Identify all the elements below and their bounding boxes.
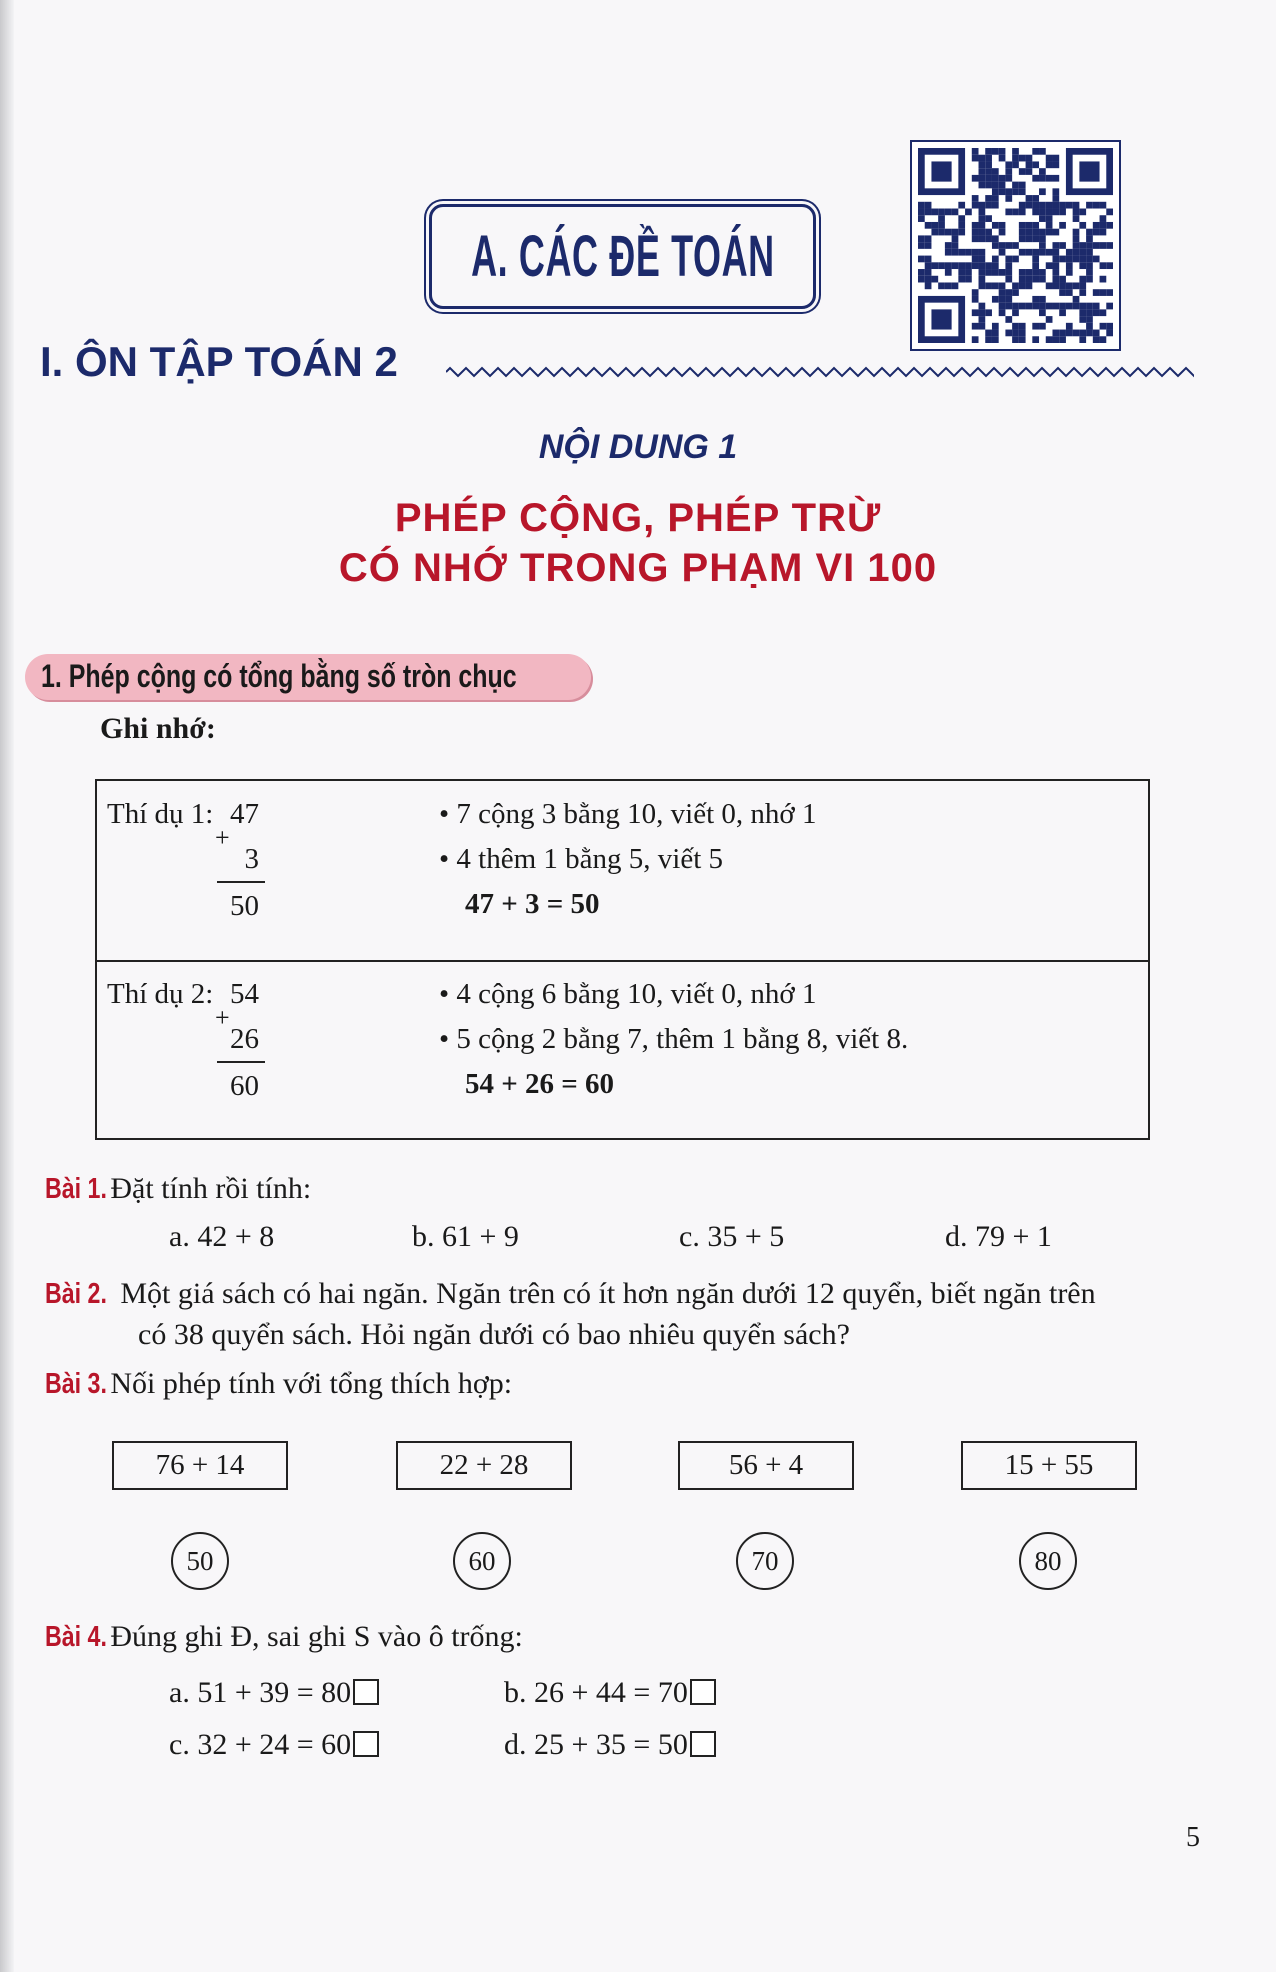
step: • 4 thêm 1 bằng 5, viết 5 — [439, 843, 723, 875]
part-title: A. CÁC ĐỀ TOÁN — [470, 224, 775, 289]
true-false-item — [504, 1676, 716, 1710]
exercise-label: Bài 2. — [45, 1278, 107, 1310]
equation: b. 26 + 44 = 70 — [504, 1676, 688, 1709]
sum-bar — [217, 1061, 265, 1063]
exercise-label: Bài 4. — [45, 1621, 107, 1653]
content-title-line1: PHÉP CỘNG, PHÉP TRỪ — [394, 496, 882, 540]
sum-circle[interactable]: 50 — [171, 1532, 229, 1590]
example-label: Thí dụ 1: — [107, 798, 214, 830]
expression-box[interactable]: 15 + 55 — [961, 1441, 1137, 1490]
addend-b: 3 — [244, 843, 259, 875]
exercise-2 — [45, 1277, 1096, 1311]
part-title-box — [429, 204, 816, 309]
lesson-heading: 1. Phép cộng có tổng bằng số tròn chục — [41, 658, 517, 694]
exercise-text: Đúng ghi Đ, sai ghi S vào ô trống: — [110, 1620, 523, 1653]
result: 47 + 3 = 50 — [465, 888, 600, 920]
example-label: Thí dụ 2: — [107, 978, 214, 1010]
exercise-4 — [45, 1620, 523, 1654]
exercise-label: Bài 3. — [45, 1368, 107, 1400]
qr-code-icon[interactable] — [910, 140, 1121, 351]
equation: a. 51 + 39 = 80 — [169, 1676, 352, 1709]
sum-circle[interactable]: 80 — [1019, 1532, 1077, 1590]
remember-label: Ghi nhớ: — [100, 712, 216, 745]
content-title-line2: CÓ NHỚ TRONG PHẠM VI 100 — [338, 546, 938, 590]
exercise-item: b. 61 + 9 — [412, 1220, 519, 1253]
equation: d. 25 + 35 = 50 — [504, 1728, 688, 1761]
true-false-item — [169, 1728, 379, 1762]
exercise-text: Một giá sách có hai ngăn. Ngăn trên có ít hơn ngăn dưới 12 quyển, biết ngăn trên — [120, 1277, 1096, 1310]
answer-checkbox[interactable] — [690, 1731, 716, 1757]
table-divider — [97, 960, 1148, 962]
sum: 50 — [230, 890, 259, 922]
step: • 7 cộng 3 bằng 10, viết 0, nhớ 1 — [439, 798, 817, 830]
expression-box[interactable]: 56 + 4 — [678, 1441, 854, 1490]
result: 54 + 26 = 60 — [465, 1068, 615, 1100]
examples-table — [95, 779, 1150, 1140]
addend-b: 26 — [230, 1023, 259, 1055]
exercise-item: c. 35 + 5 — [679, 1220, 785, 1253]
plus-sign: + — [215, 823, 230, 852]
expression-box[interactable]: 76 + 14 — [112, 1441, 288, 1490]
sum: 60 — [230, 1070, 259, 1102]
content-label: NỘI DUNG 1 — [538, 428, 738, 466]
answer-checkbox[interactable] — [353, 1679, 379, 1705]
answer-checkbox[interactable] — [353, 1731, 379, 1757]
addend-a: 47 — [230, 798, 259, 830]
exercise-text-line2: có 38 quyển sách. Hỏi ngăn dưới có bao nhiêu quyển sách? — [138, 1318, 850, 1351]
exercise-item: a. 42 + 8 — [169, 1220, 275, 1253]
answer-checkbox[interactable] — [690, 1679, 716, 1705]
sum-circle[interactable]: 60 — [453, 1532, 511, 1590]
section-title: I. ÔN TẬP TOÁN 2 — [40, 338, 398, 385]
exercise-label: Bài 1. — [45, 1173, 107, 1205]
exercise-3 — [45, 1367, 512, 1401]
addend-a: 54 — [230, 978, 259, 1010]
sum-circle[interactable]: 70 — [736, 1532, 794, 1590]
exercise-text: Đặt tính rồi tính: — [110, 1172, 312, 1205]
true-false-item — [169, 1676, 379, 1710]
expression-box[interactable]: 22 + 28 — [396, 1441, 572, 1490]
page-number: 5 — [1186, 1822, 1200, 1853]
true-false-item — [504, 1728, 716, 1762]
sum-bar — [217, 881, 265, 883]
wavy-divider — [446, 364, 1194, 380]
exercise-item: d. 79 + 1 — [945, 1220, 1052, 1253]
exercise-text: Nối phép tính với tổng thích hợp: — [110, 1367, 513, 1400]
page-edge — [0, 0, 14, 1972]
step: • 4 cộng 6 bằng 10, viết 0, nhớ 1 — [439, 978, 817, 1010]
equation: c. 32 + 24 = 60 — [169, 1728, 352, 1761]
step: • 5 cộng 2 bằng 7, thêm 1 bằng 8, viết 8. — [439, 1023, 909, 1055]
exercise-1 — [45, 1172, 311, 1206]
lesson-heading-pill — [25, 654, 591, 700]
plus-sign: + — [215, 1003, 230, 1032]
